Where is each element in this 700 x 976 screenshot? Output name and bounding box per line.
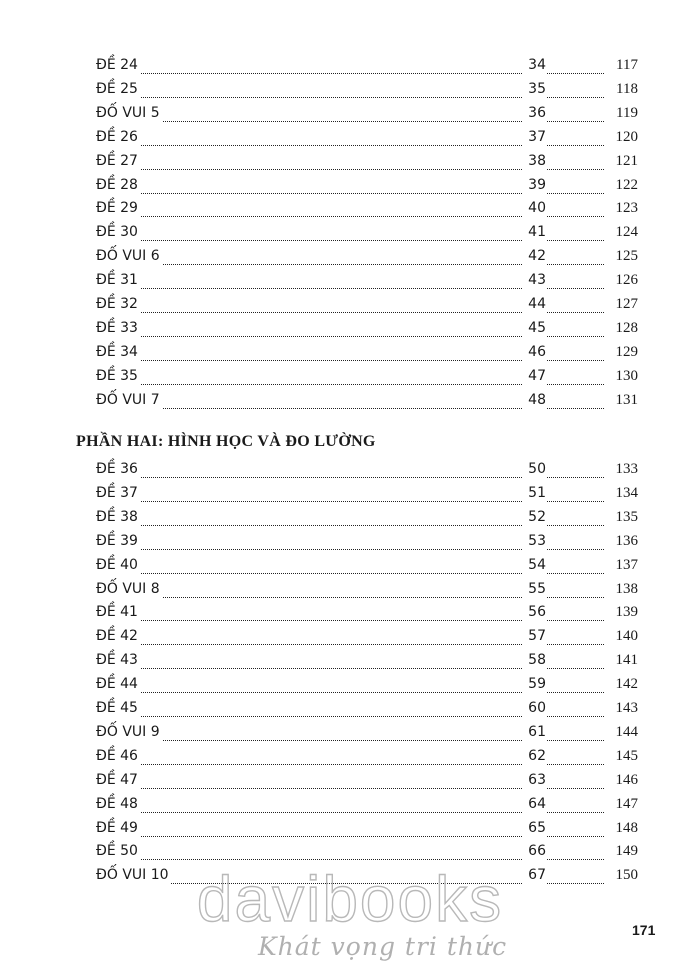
entry-page-alt: 136 [615, 532, 638, 549]
entry-page: 35 [522, 77, 546, 101]
entry-page: 41 [522, 220, 546, 244]
entry-page: 36 [522, 101, 546, 125]
entry-page: 44 [522, 292, 546, 316]
entry-title: ĐỀ 27 [96, 149, 140, 173]
toc-entry [96, 577, 636, 601]
entry-page-alt: 146 [615, 771, 638, 788]
section-heading: PHẦN HAI: HÌNH HỌC VÀ ĐO LƯỜNG [76, 433, 376, 450]
toc-entry [96, 505, 636, 529]
toc-entry [96, 292, 636, 316]
entry-title: ĐỀ 50 [96, 839, 140, 863]
entry-page: 34 [522, 53, 546, 77]
entry-page: 52 [522, 505, 546, 529]
toc-entry [96, 53, 636, 77]
entry-page: 50 [522, 457, 546, 481]
entry-page-alt: 140 [615, 628, 638, 645]
entry-title: ĐỐ VUI 10 [96, 863, 171, 887]
entry-title: ĐỀ 26 [96, 125, 140, 149]
entry-page: 46 [522, 340, 546, 364]
entry-title: ĐỀ 28 [96, 173, 140, 197]
entry-page-alt: 124 [615, 224, 638, 241]
entry-page-alt: 135 [615, 508, 638, 525]
entry-page: 37 [522, 125, 546, 149]
entry-title: ĐỐ VUI 9 [96, 720, 162, 744]
entry-page: 40 [522, 196, 546, 220]
watermark-logo: davibooks [196, 863, 504, 935]
toc-entry [96, 529, 636, 553]
entry-page: 67 [522, 863, 546, 887]
entry-page-alt: 147 [615, 795, 638, 812]
entry-page-alt: 127 [615, 296, 638, 312]
entry-title: ĐỀ 38 [96, 505, 140, 529]
entry-title: ĐỀ 48 [96, 792, 140, 816]
entry-page: 64 [522, 792, 546, 816]
entry-page: 45 [522, 316, 546, 340]
toc-entry [96, 672, 636, 696]
toc-entry [96, 101, 636, 125]
toc-entry [96, 220, 636, 244]
entry-page-alt: 141 [615, 652, 638, 669]
toc-entry [96, 364, 636, 388]
entry-page: 54 [522, 553, 546, 577]
entry-title: ĐỀ 35 [96, 364, 140, 388]
entry-title: ĐỀ 49 [96, 816, 140, 840]
toc-entry [96, 196, 636, 220]
entry-page-alt: 150 [615, 867, 638, 884]
toc-entry [96, 792, 636, 816]
entry-title: ĐỀ 29 [96, 196, 140, 220]
entry-title: ĐỀ 43 [96, 648, 140, 672]
toc-entry [96, 768, 636, 792]
entry-page-alt: 123 [615, 200, 638, 217]
entry-page: 57 [522, 624, 546, 648]
watermark-tagline: Khát vọng tri thức [258, 932, 508, 961]
entry-page: 47 [522, 364, 546, 388]
entry-title: ĐỀ 46 [96, 744, 140, 768]
toc-entry [96, 149, 636, 173]
entry-page: 63 [522, 768, 546, 792]
entry-title: ĐỀ 24 [96, 53, 140, 77]
entry-page: 48 [522, 388, 546, 412]
entry-title: ĐỐ VUI 8 [96, 577, 162, 601]
entry-page-alt: 129 [615, 343, 638, 360]
entry-page: 60 [522, 696, 546, 720]
entry-title: ĐỐ VUI 7 [96, 388, 162, 412]
entry-page: 58 [522, 648, 546, 672]
entry-title: ĐỀ 47 [96, 768, 140, 792]
entry-page-alt: 126 [615, 272, 638, 289]
entry-title: ĐỀ 42 [96, 624, 140, 648]
entry-page-alt: 118 [616, 80, 638, 97]
toc-entry [96, 744, 636, 768]
entry-page-alt: 138 [615, 580, 638, 597]
toc-entry [96, 624, 636, 648]
toc-entry [96, 173, 636, 197]
entry-title: ĐỀ 32 [96, 292, 140, 316]
toc-entry [96, 388, 636, 412]
entry-title: ĐỀ 41 [96, 600, 140, 624]
entry-title: ĐỀ 45 [96, 696, 140, 720]
toc-entry [96, 600, 636, 624]
entry-page-alt: 137 [615, 556, 638, 573]
page-number: 171 [632, 922, 656, 938]
toc-entry [96, 696, 636, 720]
entry-title: ĐỀ 25 [96, 77, 140, 101]
entry-page: 42 [522, 244, 546, 268]
entry-title: ĐỐ VUI 6 [96, 244, 162, 268]
entry-page: 39 [522, 173, 546, 197]
entry-title: ĐỀ 36 [96, 457, 140, 481]
entry-page-alt: 145 [615, 747, 638, 764]
entry-page: 65 [522, 816, 546, 840]
entry-title: ĐỀ 44 [96, 672, 140, 696]
entry-page: 55 [522, 577, 546, 601]
entry-title: ĐỀ 37 [96, 481, 140, 505]
entry-page-alt: 134 [615, 484, 638, 501]
entry-page-alt: 117 [616, 57, 638, 73]
toc-entry [96, 457, 636, 481]
entry-page-alt: 148 [615, 819, 638, 836]
toc-entry [96, 125, 636, 149]
toc-entry [96, 553, 636, 577]
entry-page: 43 [522, 268, 546, 292]
entry-page: 66 [522, 839, 546, 863]
toc-entry [96, 648, 636, 672]
toc-entry [96, 816, 636, 840]
entry-page: 61 [522, 720, 546, 744]
entry-page-alt: 131 [615, 391, 638, 408]
entry-page-alt: 130 [615, 367, 638, 384]
entry-page: 62 [522, 744, 546, 768]
entry-title: ĐỀ 30 [96, 220, 140, 244]
entry-title: ĐỀ 33 [96, 316, 140, 340]
entry-page-alt: 125 [615, 248, 638, 265]
toc-entry [96, 268, 636, 292]
entry-title: ĐỀ 39 [96, 529, 140, 553]
entry-page: 53 [522, 529, 546, 553]
toc-entry [96, 244, 636, 268]
toc-entry [96, 77, 636, 101]
entry-page-alt: 128 [615, 319, 638, 336]
toc-entry [96, 340, 636, 364]
entry-page-alt: 149 [615, 843, 638, 860]
entry-page-alt: 142 [615, 676, 638, 693]
entry-page-alt: 122 [615, 176, 638, 193]
toc-entry [96, 481, 636, 505]
entry-page: 59 [522, 672, 546, 696]
entry-title: ĐỀ 34 [96, 340, 140, 364]
entry-page-alt: 133 [615, 461, 638, 477]
entry-title: ĐỀ 40 [96, 553, 140, 577]
entry-page: 51 [522, 481, 546, 505]
entry-page-alt: 144 [615, 723, 638, 740]
entry-title: ĐỐ VUI 5 [96, 101, 162, 125]
entry-title: ĐỀ 31 [96, 268, 140, 292]
entry-page: 38 [522, 149, 546, 173]
entry-page: 56 [522, 600, 546, 624]
entry-page-alt: 143 [615, 700, 638, 716]
toc-entry [96, 316, 636, 340]
entry-page-alt: 120 [615, 128, 638, 145]
toc-entry [96, 720, 636, 744]
entry-page-alt: 121 [615, 152, 638, 169]
entry-page-alt: 139 [615, 604, 638, 621]
toc-entry [96, 839, 636, 863]
entry-page-alt: 119 [616, 104, 638, 121]
